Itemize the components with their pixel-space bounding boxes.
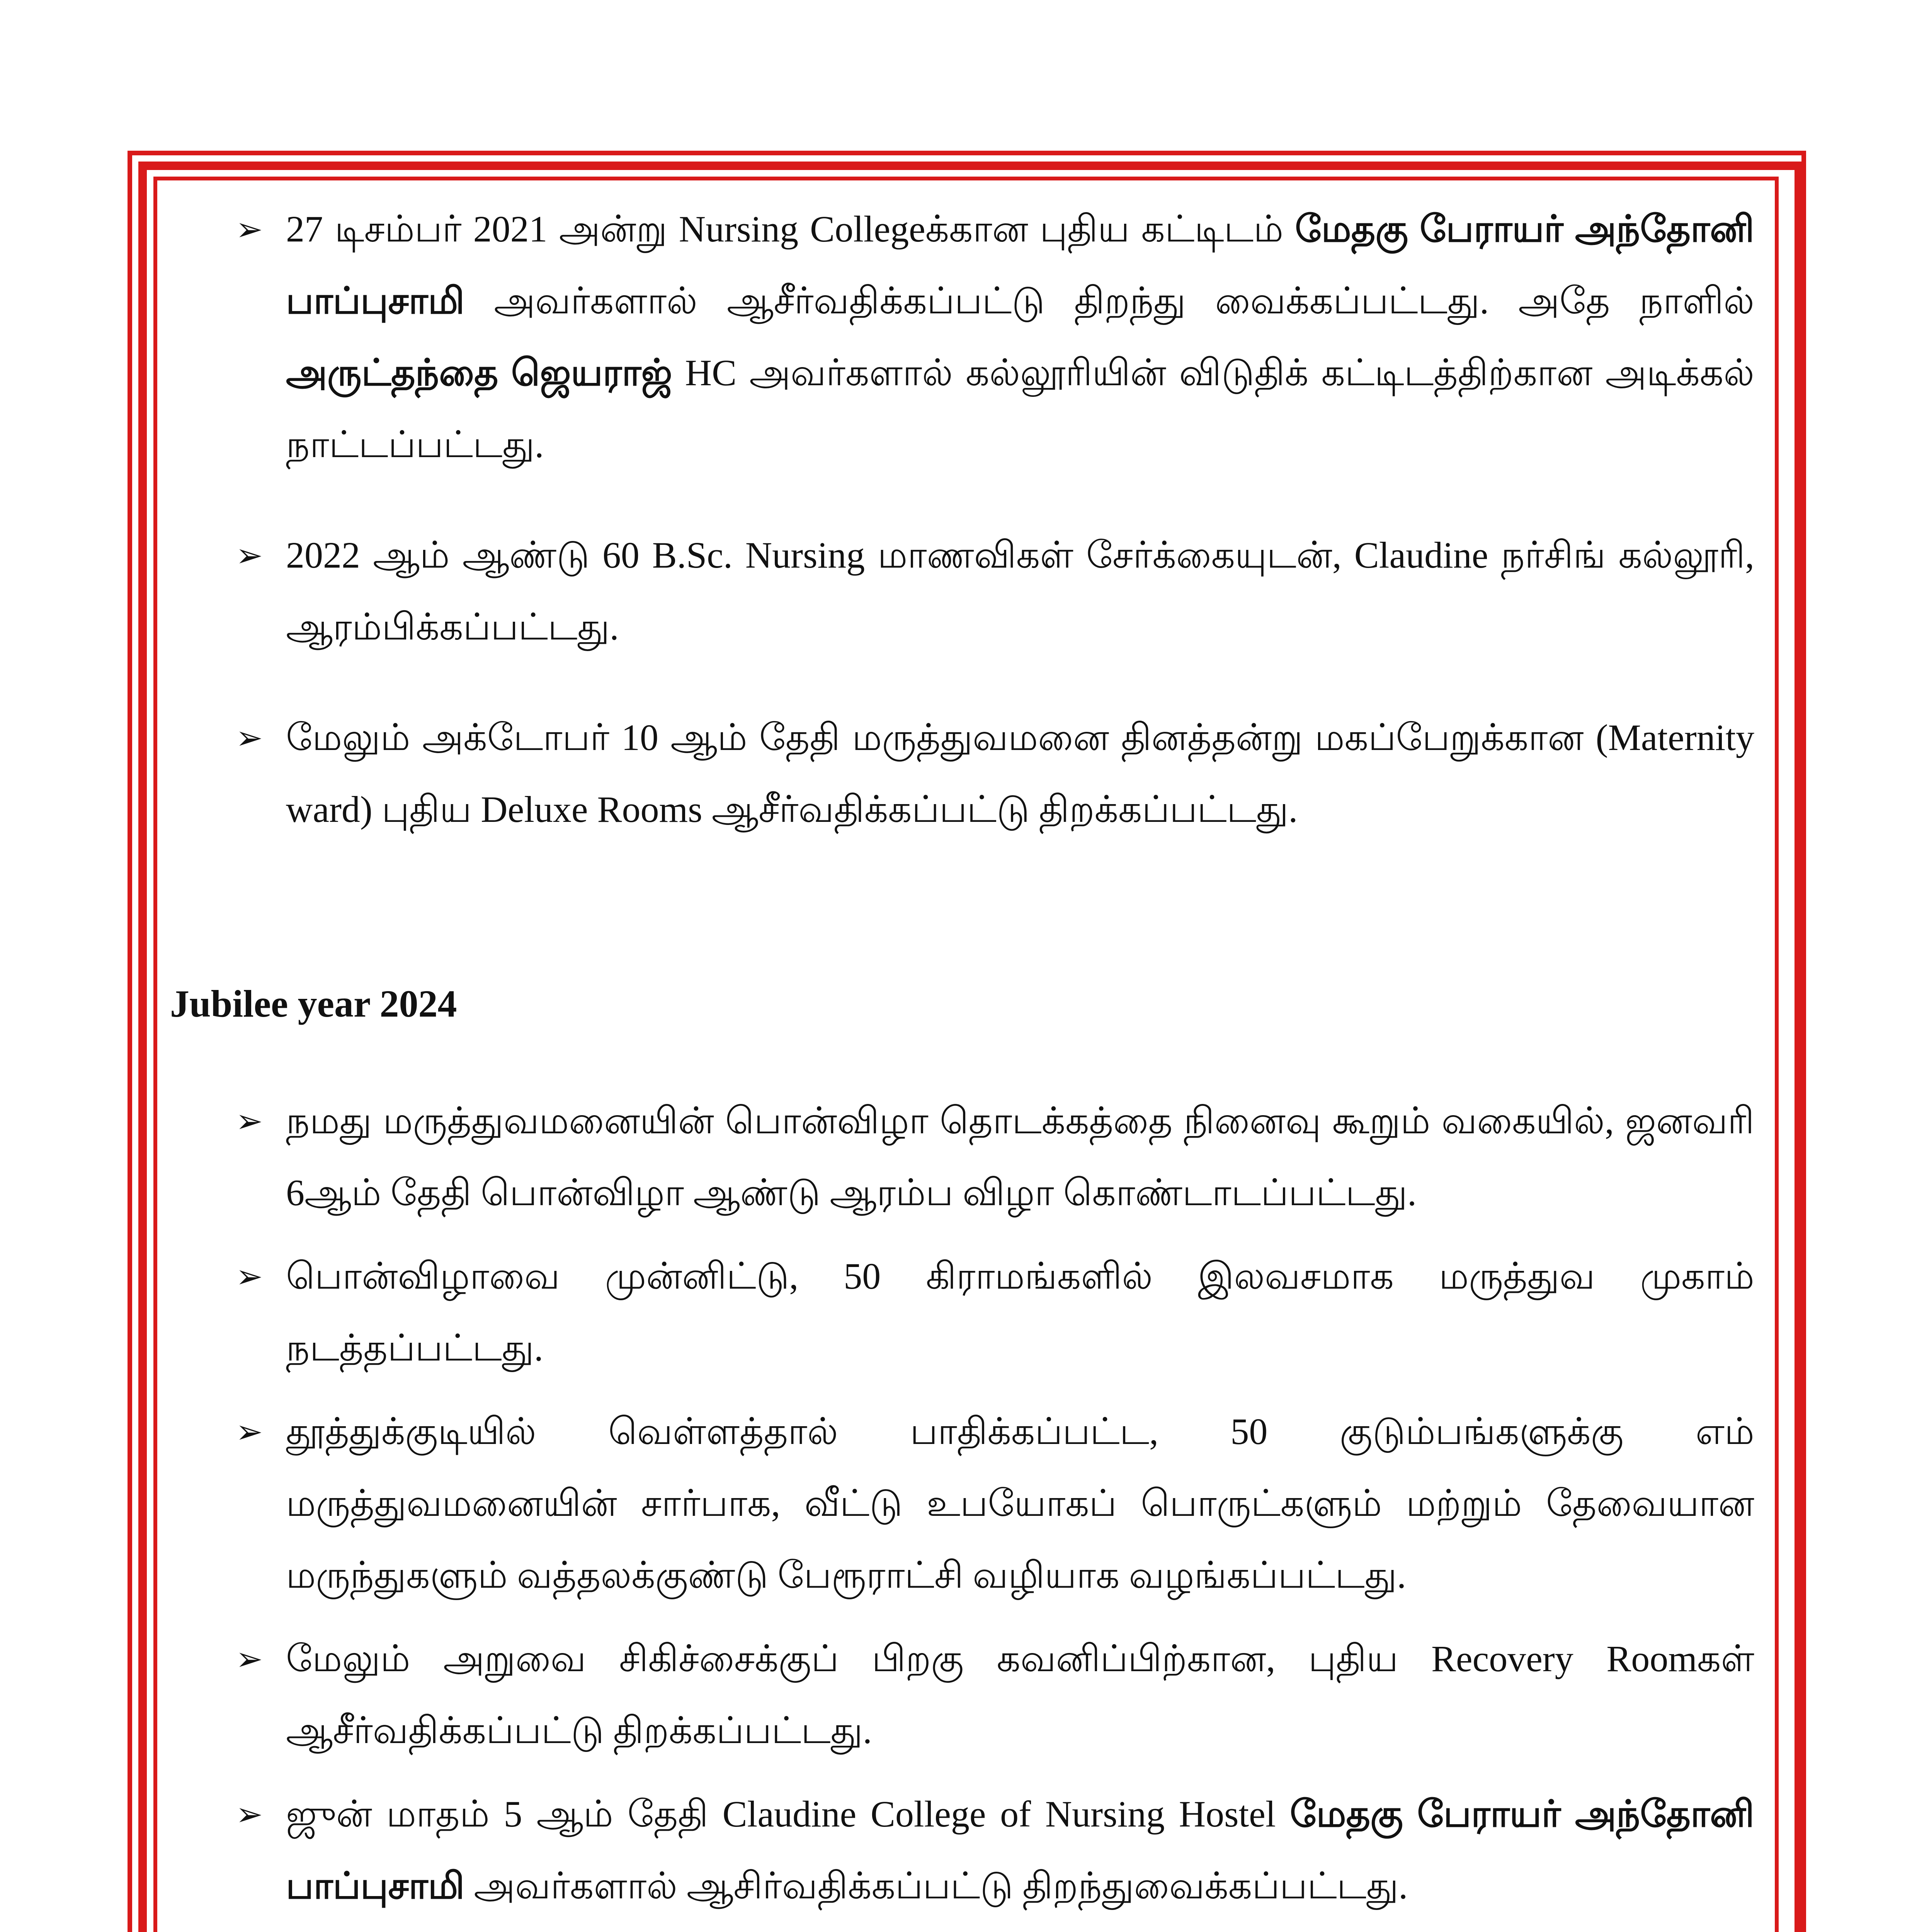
bullet-item: [170, 1396, 1754, 1611]
arrow-bullet-icon: ➢: [236, 1795, 263, 1833]
bullet-item: [170, 1623, 1754, 1767]
history-bullet-list: [170, 193, 1754, 845]
bullet-item: [170, 193, 1754, 481]
text-segment: அவர்களால் ஆசீர்வதிக்கப்பட்டு திறந்து வைக்கப்பட்டது. அதே நாளில்: [464, 280, 1754, 321]
bold-text-segment: மேதகு பேராயர் அந்தோனி பாப்புசாமி: [286, 1793, 1755, 1906]
bullet-item: [170, 519, 1754, 663]
arrow-bullet-icon: ➢: [236, 210, 263, 248]
arrow-bullet-icon: ➢: [236, 1640, 263, 1678]
text-segment: மேலும் அக்டோபர் 10 ஆம் தேதி மருத்துவமனை தினத்தன்று மகப்பேறுக்கான (Maternity ward) புதிய Deluxe Rooms ஆசீர்வதிக்கப்பட்டு திறக்கப்பட்டது.: [286, 717, 1754, 830]
document-body: [170, 193, 1754, 1932]
bold-text-segment: அருட்தந்தை ஜெயராஜ்: [286, 352, 672, 393]
bullet-item: [170, 1085, 1754, 1229]
text-segment: பொன்விழாவை முன்னிட்டு, 50 கிராமங்களில் இலவசமாக மருத்துவ முகாம் நடத்தப்பட்டது.: [286, 1255, 1754, 1369]
bullet-item: [170, 1778, 1754, 1922]
section-heading: Jubilee year 2024: [170, 982, 457, 1025]
text-segment: 2022 ஆம் ஆண்டு 60 B.Sc. Nursing மாணவிகள் சேர்க்கையுடன், Claudine நர்சிங் கல்லூரி, ஆரம்பிக்கப்பட்டது.: [286, 534, 1754, 648]
text-segment: தூத்துக்குடியில் வெள்ளத்தால் பாதிக்கப்பட்ட, 50 குடும்பங்களுக்கு எம் மருத்துவமனையின் சார்பாக, வீட்டு உபயோகப் பொருட்களும் மற்றும் தேவையான மருந்துகளும் வத்தலக்குண்டு பேரூராட்சி வழியாக வழங்கப்பட்டது.: [286, 1411, 1754, 1596]
text-segment: மேலும் அறுவை சிகிச்சைக்குப் பிறகு கவனிப்பிற்கான, புதிய Recovery Roomகள் ஆசீர்வதிக்கப்பட்டு திறக்கப்பட்டது.: [286, 1638, 1754, 1751]
bullet-item: [170, 702, 1754, 845]
bullet-item: [170, 1240, 1754, 1384]
arrow-bullet-icon: ➢: [236, 1257, 263, 1295]
text-segment: அவர்களால் ஆசிர்வதிக்கப்பட்டு திறந்துவைக்கப்பட்டது.: [464, 1865, 1408, 1906]
arrow-bullet-icon: ➢: [236, 1413, 263, 1451]
text-segment: ஜுன் மாதம் 5 ஆம் தேதி Claudine College of Nursing Hostel: [286, 1793, 1290, 1835]
text-segment: 27 டிசம்பர் 2021 அன்று Nursing Collegeக்கான புதிய கட்டிடம்: [286, 208, 1295, 250]
arrow-bullet-icon: ➢: [236, 1102, 263, 1140]
text-segment: நமது மருத்துவமனையின் பொன்விழா தொடக்கத்தை நினைவு கூறும் வகையில், ஜனவரி 6ஆம் தேதி பொன்விழா ஆண்டு ஆரம்ப விழா கொண்டாடப்பட்டது.: [286, 1100, 1755, 1213]
jubilee-bullet-list: [170, 1085, 1754, 1932]
text-segment: HC அவர்களால் கல்லூரியின் விடுதிக் கட்டிடத்திற்கான அடிக்கல் நாட்டப்பட்டது.: [286, 352, 1755, 465]
arrow-bullet-icon: ➢: [236, 536, 263, 574]
bold-text-segment: மேதகு பேராயர் அந்தோனி பாப்புசாமி: [286, 208, 1755, 321]
arrow-bullet-icon: ➢: [236, 719, 263, 757]
